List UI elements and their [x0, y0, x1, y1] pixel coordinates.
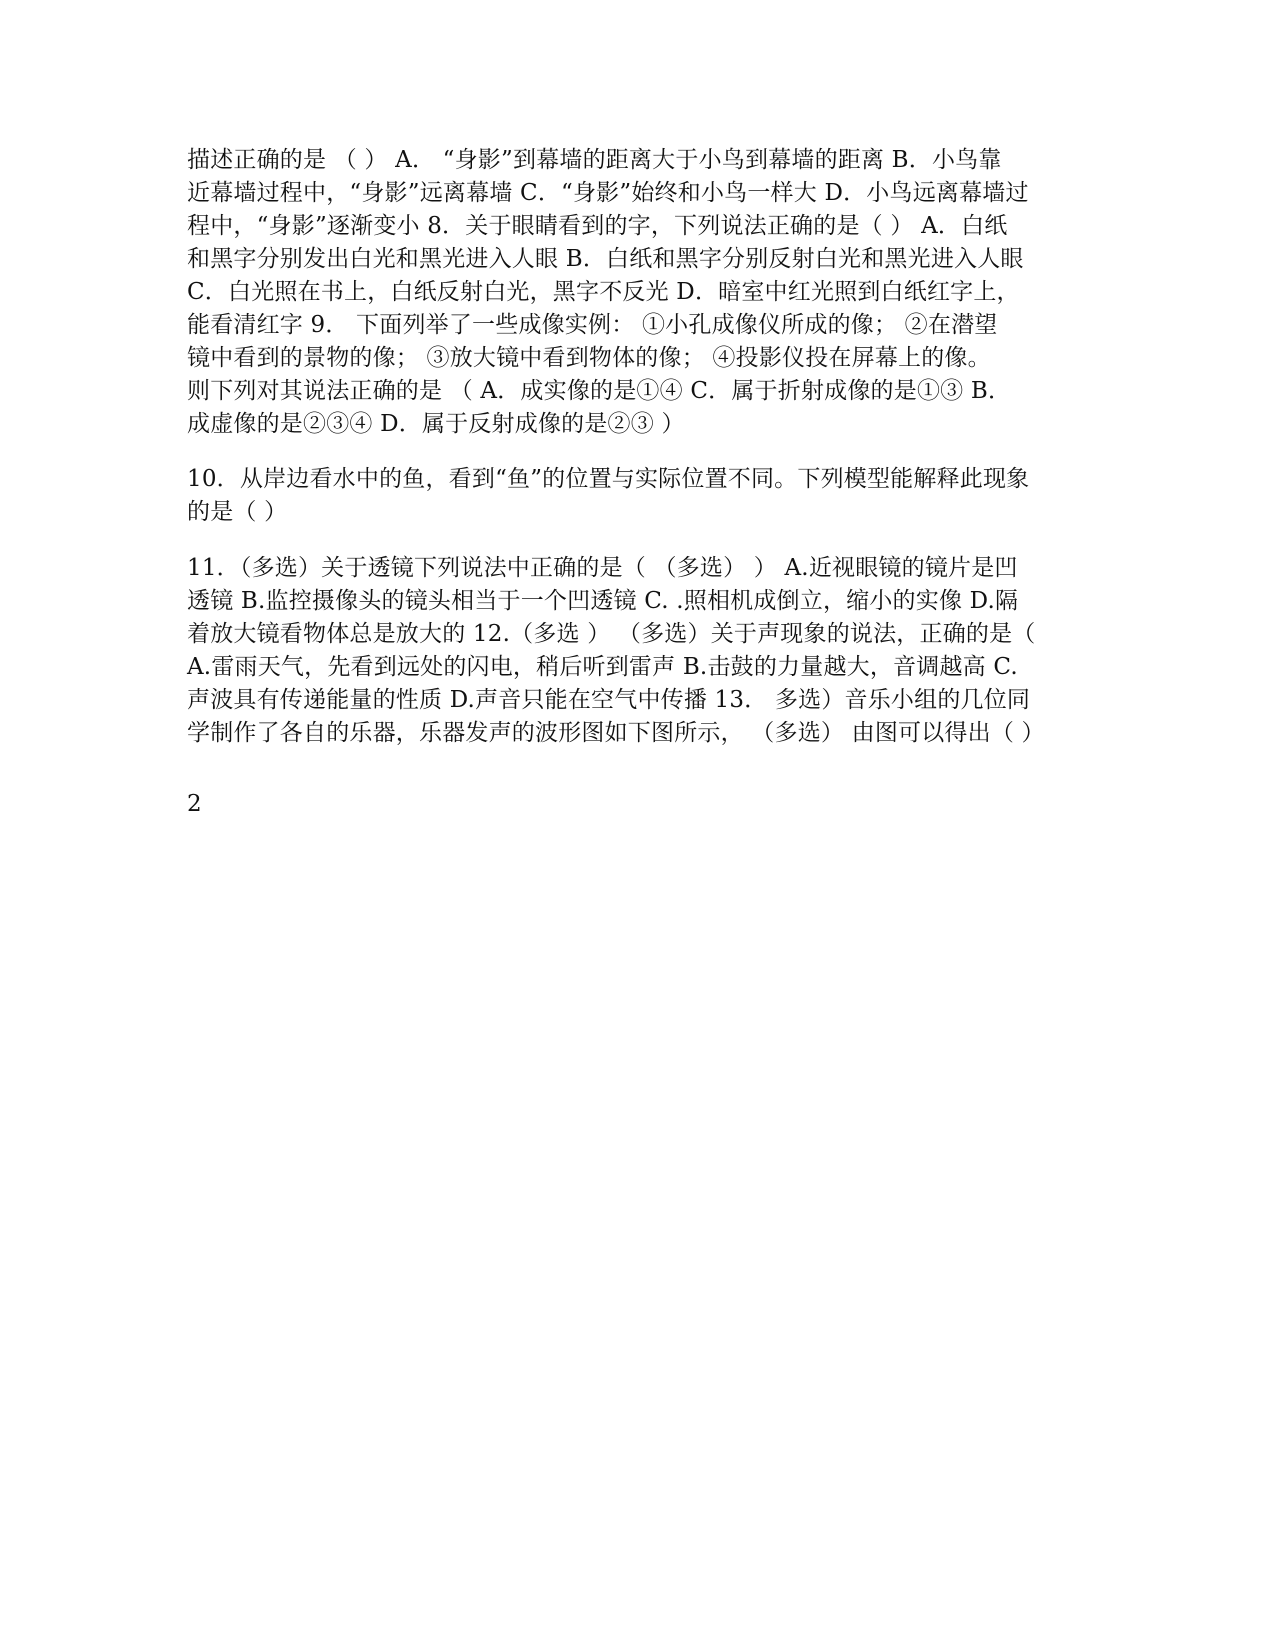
text-line: 的是（ ）: [187, 499, 288, 525]
text-line: A.雷雨天气，先看到远处的闪电，稍后听到雷声 B.击鼓的力量越大，音调越高 C.: [187, 654, 1018, 680]
text-line: 镜中看到的景物的像； ③放大镜中看到物体的像； ④投影仪投在屏幕上的像。: [187, 345, 991, 371]
text-line: 学制作了各自的乐器，乐器发声的波形图如下图所示， （多选） 由图可以得出（ ）: [187, 720, 1045, 746]
page-number: 2: [187, 791, 202, 817]
text-line: 近幕墙过程中，“身影”远离幕墙 C．“身影”始终和小鸟一样大 D．小鸟远离幕墙过: [187, 180, 1029, 206]
text-line: 着放大镜看物体总是放大的 12.（多选 ） （多选）关于声现象的说法，正确的是（: [187, 621, 1036, 647]
text-line: 和黑字分别发出白光和黑光进入人眼 B．白纸和黑字分别反射白光和黑光进入人眼: [187, 246, 1024, 272]
text-line: 则下列对其说法正确的是 （ A．成实像的是①④ C．属于折射成像的是①③ B．: [187, 378, 1012, 404]
text-line: 11．（多选）关于透镜下列说法中正确的是（ （多选） ） A.近视眼镜的镜片是凹: [187, 555, 1018, 581]
text-line: 能看清红字 9． 下面列举了一些成像实例： ①小孔成像仪所成的像； ②在潜望: [187, 312, 998, 338]
text-line: 描述正确的是 （ ） A． “身影”到幕墙的距离大于小鸟到幕墙的距离 B．小鸟靠: [187, 147, 1002, 173]
text-line: 程中，“身影”逐渐变小 8．关于眼睛看到的字，下列说法正确的是（ ） A．白纸: [187, 213, 1008, 239]
text-line: 10．从岸边看水中的鱼，看到“鱼”的位置与实际位置不同。下列模型能解释此现象: [187, 466, 1030, 492]
text-line: C．白光照在书上，白纸反射白光，黑字不反光 D．暗室中红光照到白纸红字上，: [187, 279, 1020, 305]
text-line: 透镜 B.监控摄像头的镜头相当于一个凹透镜 C. .照相机成倒立，缩小的实像 D.隔: [187, 588, 1019, 614]
text-line: 声波具有传递能量的性质 D.声音只能在空气中传播 13． 多选）音乐小组的几位同: [187, 687, 1031, 713]
text-line: 成虚像的是②③④ D．属于反射成像的是②③ ）: [187, 411, 685, 437]
